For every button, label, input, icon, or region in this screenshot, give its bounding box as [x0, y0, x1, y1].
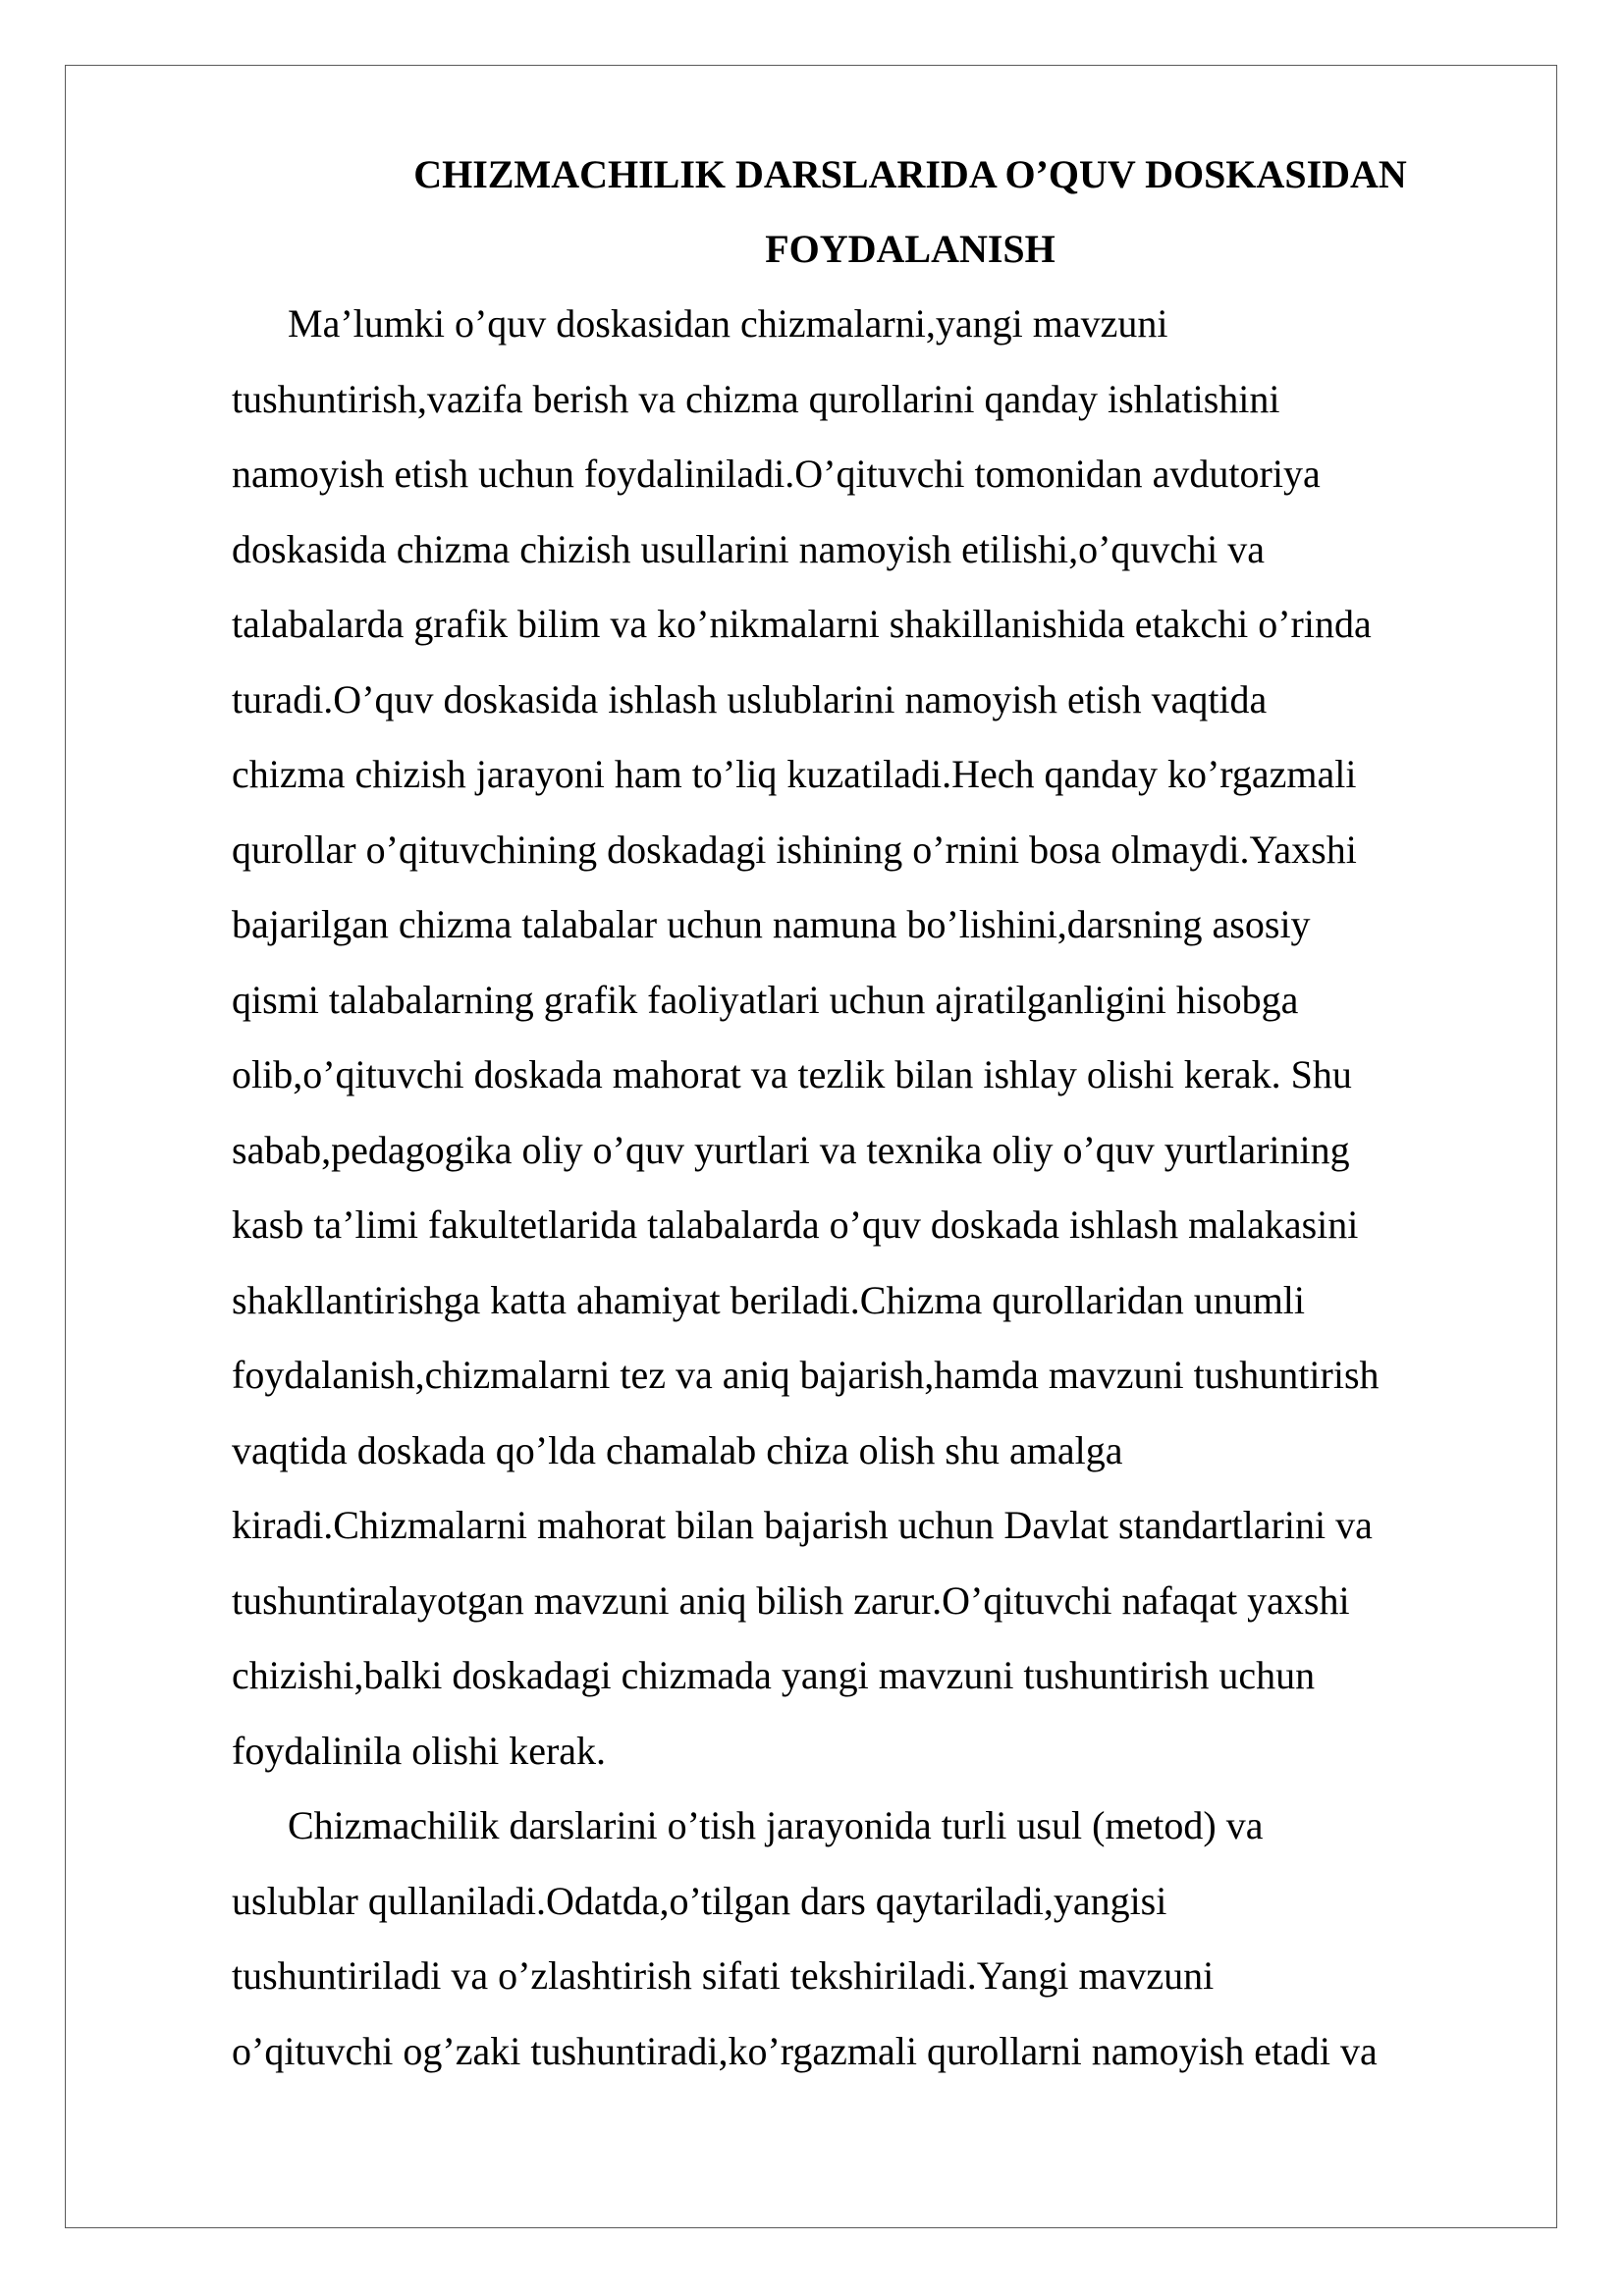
text-line: talabalarda grafik bilim va ko’nikmalarni shakillanishida etakchi o’rinda: [232, 602, 1372, 646]
text-line: bajarilgan chizma talabalar uchun namuna bo’lishini,darsning asosiy: [232, 902, 1311, 946]
text-line: chizishi,balki doskadagi chizmada yangi mavzuni tushuntirish uchun: [232, 1653, 1316, 1697]
text-line: olib,o’qituvchi doskada mahorat va tezlik bilan ishlay olishi kerak. Shu: [232, 1052, 1352, 1096]
title-line-2: FOYDALANISH: [765, 227, 1056, 271]
text-line: tushuntiralayotgan mavzuni aniq bilish zarur.O’qituvchi nafaqat yaxshi: [232, 1577, 1350, 1623]
text-line: qurollar o’qituvchining doskadagi ishining o’rnini bosa olmaydi.Yaxshi: [232, 827, 1357, 872]
document-title: [232, 137, 1518, 287]
text-line: doskasida chizma chizish usullarini namoyish etilishi,o’quvchi va: [232, 526, 1266, 571]
text-line: foydalinila olishi kerak.: [232, 1728, 607, 1773]
text-line: uslublar qullaniladi.Odatda,o’tilgan dars qaytariladi,yangisi: [232, 1878, 1167, 1923]
text-line: sabab,pedagogika oliy o’quv yurtlari va texnika oliy o’quv yurtlarining: [232, 1127, 1350, 1172]
text-line: tushuntirish,vazifa berish va chizma qurollarini qanday ishlatishini: [232, 376, 1280, 421]
text-line: chizma chizish jarayoni ham to’liq kuzatiladi.Hech qanday ko’rgazmali: [232, 752, 1357, 796]
text-line: qismi talabalarning grafik faoliyatlari uchun ajratilganligini hisobga: [232, 977, 1299, 1022]
text-line: shakllantirishga katta ahamiyat beriladi.Chizma qurollaridan unumli: [232, 1277, 1306, 1322]
text-line: vaqtida doskada qo’lda chamalab chiza olish shu amalga: [232, 1427, 1123, 1472]
text-line: Ma’lumki o’quv doskasidan chizmalarni,yangi mavzuni: [288, 301, 1168, 346]
text-line: turadi.O’quv doskasida ishlash uslublarini namoyish etish vaqtida: [232, 676, 1268, 721]
paragraph-2: [232, 1789, 1518, 2089]
title-line-1: CHIZMACHILIK DARSLARIDA O’QUV DOSKASIDAN: [413, 152, 1407, 196]
text-line: kasb ta’limi fakultetlarida talabalarda o’quv doskada ishlash malakasini: [232, 1202, 1359, 1247]
paragraph-1: [232, 287, 1518, 1789]
text-line: kiradi.Chizmalarni mahorat bilan bajarish uchun Davlat standartlarini va: [232, 1503, 1373, 1547]
text-line: o’qituvchi og’zaki tushuntiradi,ko’rgazmali qurollarni namoyish etadi va: [232, 2028, 1378, 2073]
text-line: tushuntiriladi va o’zlashtirish sifati tekshiriladi.Yangi mavzuni: [232, 1953, 1215, 1998]
text-line: foydalanish,chizmalarni tez va aniq bajarish,hamda mavzuni tushuntirish: [232, 1353, 1380, 1397]
text-line: namoyish etish uchun foydaliniladi.O’qituvchi tomonidan avdutoriya: [232, 452, 1321, 496]
text-line: Chizmachilik darslarini o’tish jarayonida turli usul (metod) va: [288, 1803, 1264, 1847]
document-body: [232, 137, 1518, 2089]
